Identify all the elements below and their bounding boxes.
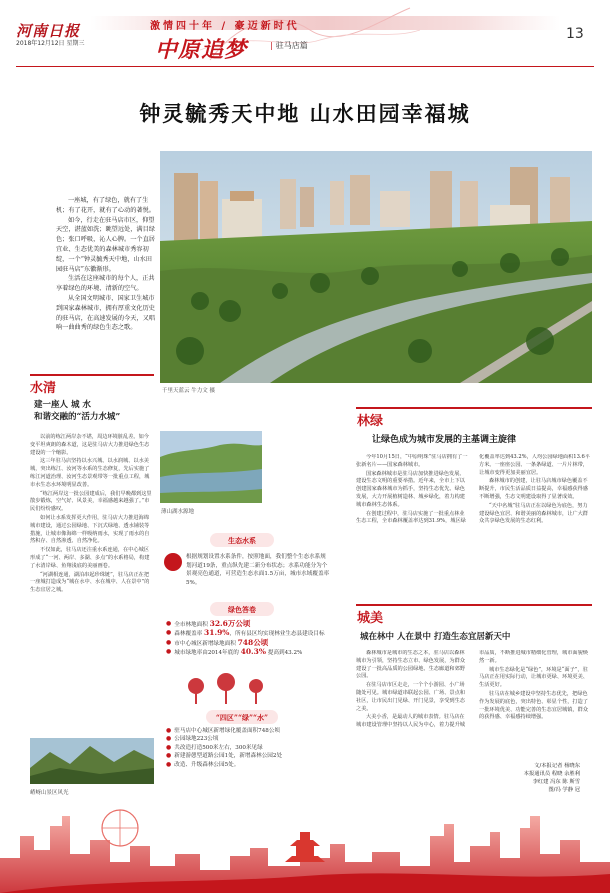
sanlv-list [166, 727, 332, 769]
shuiqing-bar [30, 374, 154, 376]
shuiqing-paragraph: “河湖相连通，湖泊串起珍珠链”，驻马店正在把一座城打造成为“城在水中、水在城中、人在景中”的生态宜居之城。 [30, 571, 150, 594]
credit-line: 文/本报记者 杨晓东 [534, 763, 580, 769]
headline: 钟灵毓秀天中地 山水田园幸福城 [139, 101, 471, 126]
tree-icons [166, 668, 332, 708]
shuiqing-paragraph: 这三年驻马店坚持以水兴城、以水润城、以水美城，突出练江、汝河等水系的生态修复，先后实施了练江河道治理、汝河生态景观带等一批重点工程，城市水生态水环境明显改善。 [30, 458, 150, 488]
page-number: 13 [566, 26, 584, 42]
sanlv-text: 驻马店中心城区新增绿化覆盖面积748公顷 [174, 728, 281, 734]
shuiqing-subtitle-2: 和谐交融的“活力水城” [34, 412, 121, 422]
linlv-title: 林绿 [357, 414, 384, 429]
lvse-label: 市中心城区新增绿地面积 [174, 640, 236, 647]
shuiqing-paragraph: “练江两岸这一批公园建成后，我们早晚都到这里散步锻炼，空气好、风景美，幸福感越来越强了。”市民们纷纷感叹。 [30, 490, 152, 513]
lvse-item: ● 城市绿地率由2014年底的 40.3% 提高到43.2% [166, 647, 303, 657]
credit-line: 李红建 冯东 陈 斯雪 [532, 779, 580, 785]
credit-line: 图/冯 学静 冠 [548, 787, 580, 793]
sanlv-item: ● 新建游憩型道路公园1处，新增森林公园2处 [166, 752, 283, 760]
lvse-label: 全市林地面积 [174, 622, 208, 628]
intro-paragraph: 一座城，有了绿色，就有了生机；有了花开，就有了心动的著悦。 [56, 197, 155, 214]
sanlv-item: ● 公园绿地223公顷 [166, 735, 219, 743]
shengtai-text: 根据规划设置水系条件，按照地面，我们整个生态水系规划河道19条，重点纵先建二新分布状态；水系功能分为个景观亮色通道，可营造生态水面1.5万亩，城市水域覆盖率5%。 [186, 554, 330, 586]
main-city-photo [160, 151, 592, 383]
special-title: 中原追梦 [155, 37, 248, 63]
shengtai-title: 生态水系 [228, 536, 256, 545]
issue-date: 2018年12月12日 星期三 [16, 40, 85, 47]
lvse-item: ● 全市林地面积 32.6万公顷 [166, 619, 251, 628]
lvse-extra: 所有县区均实现林业生态县建设目标 [235, 631, 325, 638]
lake-caption: 薄山湖水源地 [161, 509, 195, 515]
lvse-value: 32.6万公顷 [209, 619, 251, 628]
sanlv-title: “四区”“绿”“水” [215, 713, 269, 722]
header-slogan: 激情四十年 / 豪迈新时代 [150, 21, 300, 32]
linlv-paragraph: 今年10月15日，“中原明珠”驻马店拥有了一张新名片——国家森林城市。 [356, 454, 468, 468]
linlv-paragraph: 森林城市的创建，让驻马店城市绿色覆盖不断提升，市民生活品质日益提高，幸福感获得感不断增强，生态文明建设取得了显著成效。 [479, 478, 588, 500]
chengmei-paragraph: 大美小香，是最动人的城市表情。驻马店在城市建设管理中坚持以人民为中心，着力提升城市品质，不断推进城市精细化管理，城市面貌焕然一新。 [356, 650, 588, 729]
newspaper-logo: 河南日报 [16, 22, 81, 40]
page-header [0, 0, 610, 64]
chengmei-subtitle: 城在林中 人在景中 打造生态宜居新天中 [360, 632, 511, 642]
intro-text [56, 196, 156, 333]
chengmei-body [356, 650, 592, 756]
chengmei-paragraph: 森林城市是城市的生态之本，驻马店以森林城市为引领，坚持生态立市、绿色发展，为群众建设了一批高品质的公园绿地、生态廊道和郊野公园。 [356, 650, 465, 680]
main-photo-caption: 千里天蓝云 牛力文 摄 [162, 388, 215, 394]
chengmei-paragraph: 驻马店在城乡建设中坚持生态优先，把绿色作为发展的底色，突出特色、彰显个性，打造了一批环境优美、功能完善的生态宜居城镇，群众的获得感、幸福感持续增强。 [479, 690, 588, 721]
lvse-label: 城市绿地率由2014年底的 [174, 650, 239, 657]
shuiqing-paragraph: 以前的练江两岸杂不堪，周边环境脏乱差。如今变平坦爽朗的森木道，这是驻马店大力推进绿色生态建设的一个缩影。 [30, 434, 150, 456]
sanlv-text: 改造、升级森林公园5处。 [174, 761, 240, 768]
sanlv-item: ● 共改造打造500米左右，300米见绿 [166, 743, 263, 751]
shuiqing-paragraph: 如何让水系发挥更大作用，驻马店大力推进海绵城市建设，通过公园绿地、下沉式绿地、透水铺装等措施，让城市像海绵一样吸纳雨水，实现了雨水的自然积存、自然渗透、自然净化。 [30, 514, 150, 545]
shuiqing-title: 水清 [30, 381, 57, 396]
credit-line: 本报通讯员 程晓 余胜利 [523, 771, 580, 777]
chengmei-bar [356, 604, 592, 606]
intro-paragraph: 从全国文明城市、国家卫生城市到国家森林城市，拥有厚重文化历史的驻马店，在高速发展的今天，又唱响一曲曲秀的绿色生态之歌。 [56, 294, 155, 332]
intro-paragraph: 如今，行走在驻马店市区，仰望天空，湛蓝如洗；眺望远处，满目绿色；张口呼吸，沁人心脾。一个直居宜业、生态优美的森林城市秀容初绽，一个“钟灵毓秀天中地，山水田园驻马店”东徽渐形。 [56, 216, 155, 273]
lvse-title: 绿色答卷 [228, 605, 256, 614]
linlv-bar [356, 407, 592, 409]
shuiqing-body [30, 434, 154, 596]
lvse-label: 森林覆盖率 [174, 631, 203, 638]
sanlv-text: 共改造打造500米左右，300米见绿 [174, 744, 263, 751]
linlv-paragraph: 在创建过程中，驻马店实施了一批重点林业生态工程，全市森林覆盖率达到31.9%，城区绿化覆盖率达到43.2%，人均公园绿地面积13.6平方米。一座座公园、一条条绿道、一片片林带，让城市变得更加美丽宜居。 [356, 454, 591, 525]
linlv-subtitle: 让绿色成为城市发展的主基调主旋律 [372, 435, 517, 445]
lvse-extra: 提高到43.2% [267, 650, 303, 657]
header-rule [16, 66, 594, 67]
chengmei-title: 城美 [357, 611, 384, 626]
sanlv-text: 公园绿地223公顷 [174, 736, 219, 743]
lake-photo [160, 431, 262, 503]
sanlv-item: ● 改造、升级森林公园5处。 [166, 760, 240, 768]
edition-text: 驻马店篇 [275, 41, 308, 50]
lvse-list [166, 620, 332, 658]
shuiqing-paragraph: 不仅如此，驻马店还注重水系连通，在中心城区形成了“一河、两岸、多湖、多点”的水系格局，构建了水清岸绿、鱼翔浅底的美丽画卷。 [30, 547, 150, 569]
linlv-body [356, 454, 592, 592]
linlv-paragraph: “天中名城”驻马店正在以绿色为底色，努力建设绿色宜居、和谐美丽的森林城市，让广大群众共享绿色发展的生态红利。 [479, 502, 588, 525]
city-skyline-illustration [0, 766, 610, 893]
intro-paragraph: 生活在这座城市的每个人，正共享着绿色的环境、清新的空气。 [56, 275, 155, 293]
lvse-value: 40.3% [240, 647, 267, 657]
lvse-value: 31.9% [204, 628, 230, 638]
shengtai-icon [164, 553, 182, 571]
chengmei-paragraph: 城市生态绿化是“绿色”，环境是“面子”，驻马店正在用实际行动，让城市更绿、环境更美、生活更好。 [479, 666, 588, 689]
lvse-item: ● 森林覆盖率 31.9%，所有县区均实现林业生态县建设目标 [166, 628, 325, 638]
edition-label: | 驻马店篇 [270, 41, 308, 50]
chengmei-paragraph: 在驻马店市区走走，一个个小游园、小广场随处可见。城市绿道串联起公园、广场、景点和社区，让市民出门见绿、开门见景，享受到生态之美。 [356, 682, 465, 712]
sanlv-text: 新建游憩型道路公园1处，新增森林公园2处 [174, 753, 283, 760]
mountain-caption: 嵖岈山景区风光 [30, 790, 69, 796]
shuiqing-subtitle-1: 建一座人 城 水 [34, 400, 91, 410]
linlv-paragraph: 国家森林城市是驻马店加快推进绿色发展、建设生态文明的重要举措。近年来，全市上下以创建国家森林城市为抓手，坚持生态优先、绿色发展，大力开展植树造林、城乡绿化，着力构建城市森林生态体系。 [356, 470, 465, 508]
lvse-item: ● 市中心城区新增绿地面积 748公顷 [166, 637, 269, 647]
sanlv-item: ● 驻马店中心城区新增绿化覆盖面积748公顷 [166, 727, 281, 734]
lvse-value: 748公顷 [237, 637, 269, 647]
